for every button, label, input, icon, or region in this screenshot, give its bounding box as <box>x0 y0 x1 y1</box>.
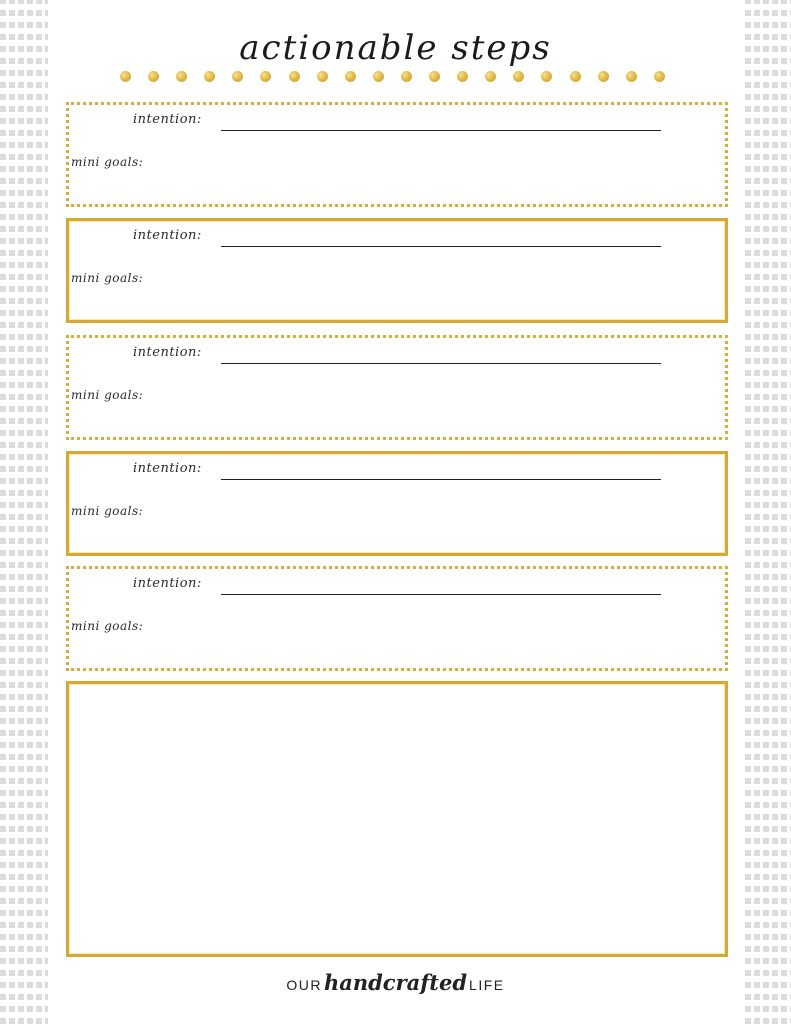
intention-writing-line[interactable] <box>221 479 661 480</box>
intention-writing-line[interactable] <box>221 594 661 595</box>
gold-dot <box>541 71 552 82</box>
gold-dot <box>232 71 243 82</box>
intention-box-4[interactable] <box>66 451 728 556</box>
mini-goals-label: mini goals: <box>71 271 144 285</box>
gold-dot <box>345 71 356 82</box>
intention-label: intention: <box>133 112 202 127</box>
gold-dot <box>176 71 187 82</box>
footer-brand-logo <box>0 970 791 995</box>
right-decorative-pattern <box>745 0 791 1024</box>
gold-dot <box>457 71 468 82</box>
intention-label: intention: <box>133 576 202 591</box>
mini-goals-label: mini goals: <box>71 619 144 633</box>
intention-label: intention: <box>133 345 202 360</box>
intention-box-5[interactable] <box>66 566 728 671</box>
gold-dot <box>429 71 440 82</box>
intention-box-2[interactable] <box>66 218 728 323</box>
mini-goals-label: mini goals: <box>71 155 144 169</box>
gold-dot <box>485 71 496 82</box>
page-title: actionable steps <box>239 28 552 68</box>
gold-dot <box>626 71 637 82</box>
gold-dot <box>289 71 300 82</box>
gold-dot <box>260 71 271 82</box>
gold-dot <box>401 71 412 82</box>
gold-dot <box>654 71 665 82</box>
gold-dot <box>570 71 581 82</box>
brand-suffix: LIFE <box>469 977 505 993</box>
mini-goals-label: mini goals: <box>71 388 144 402</box>
intention-writing-line[interactable] <box>221 130 661 131</box>
intention-box-1[interactable] <box>66 102 728 207</box>
intention-writing-line[interactable] <box>221 363 661 364</box>
brand-script: handcrafted <box>323 970 468 995</box>
gold-dot-divider <box>120 71 665 83</box>
gold-dot <box>204 71 215 82</box>
gold-dot <box>317 71 328 82</box>
intention-label: intention: <box>133 461 202 476</box>
gold-dot <box>513 71 524 82</box>
brand-prefix: OUR <box>286 977 322 993</box>
gold-dot <box>148 71 159 82</box>
gold-dot <box>598 71 609 82</box>
intention-box-3[interactable] <box>66 335 728 440</box>
gold-dot <box>120 71 131 82</box>
gold-dot <box>373 71 384 82</box>
mini-goals-label: mini goals: <box>71 504 144 518</box>
notes-box[interactable] <box>66 681 728 957</box>
intention-label: intention: <box>133 228 202 243</box>
left-decorative-pattern <box>0 0 48 1024</box>
intention-writing-line[interactable] <box>221 246 661 247</box>
